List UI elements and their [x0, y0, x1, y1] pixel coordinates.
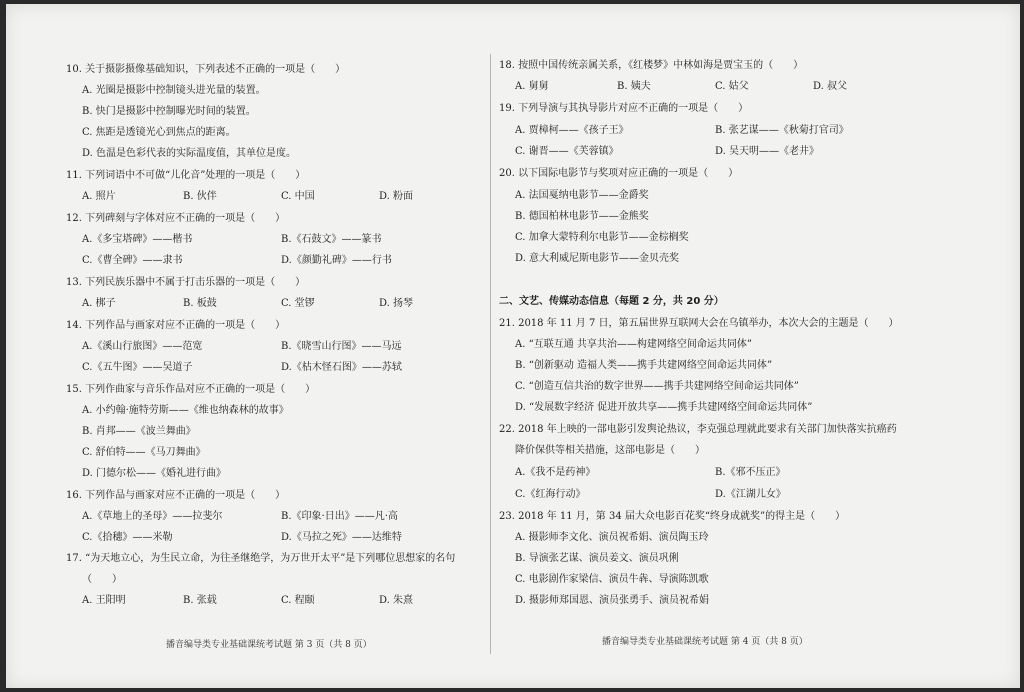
q23-option-b: B. 导演张艺谋、演员姜文、演员巩俐 — [515, 553, 679, 564]
q17-option-b: B. 张载 — [183, 595, 217, 606]
q11-option-d: D. 粉面 — [379, 191, 414, 202]
q22-stem: 22. 2018 年上映的一部电影引发舆论热议，李克强总理就此要求有关部门加快落实抗癌药 — [499, 424, 897, 435]
q12-option-a: A.《多宝塔碑》——楷书 — [82, 234, 193, 245]
q10-option-d: D. 色温是色彩代表的实际温度值，其单位是度。 — [82, 148, 297, 159]
q13-stem: 13. 下列民族乐器中不属于打击乐器的一项是（ ） — [66, 277, 306, 288]
q21-option-d: D. “发展数字经济 促进开放共享——携手共建网络空间命运共同体” — [515, 402, 813, 413]
q15-option-c: C. 舒伯特——《马刀舞曲》 — [82, 447, 206, 458]
q23-option-a: A. 摄影师李文化、演员祝希娟、演员陶玉玲 — [515, 532, 709, 543]
q20-option-a: A. 法国戛纳电影节——金爵奖 — [515, 190, 649, 201]
q16-option-b: B.《印象·日出》——凡·高 — [281, 511, 398, 522]
q22-option-b: B.《邪不压正》 — [715, 467, 786, 478]
q11-stem: 11. 下列词语中不可做“儿化音”处理的一项是（ ） — [66, 170, 306, 181]
q13-option-c: C. 堂锣 — [281, 298, 315, 309]
q14-option-a: A.《溪山行旅图》——范宽 — [82, 341, 203, 352]
q10-option-c: C. 焦距是透镜光心到焦点的距离。 — [82, 127, 236, 138]
q20-stem: 20. 以下国际电影节与奖项对应正确的一项是（ ） — [499, 168, 739, 179]
q11-option-a: A. 照片 — [82, 191, 116, 202]
q17-option-c: C. 程颐 — [281, 595, 315, 606]
q10-option-a: A. 光圈是摄影中控制镜头进光量的装置。 — [82, 85, 266, 96]
q23-stem: 23. 2018 年 11 月，第 34 届大众电影百花奖“终身成就奖”的得主是（ ） — [499, 511, 846, 522]
q13-option-b: B. 板鼓 — [183, 298, 217, 309]
q21-option-c: C. “创造互信共治的数字世界——携手共建网络空间命运共同体” — [515, 381, 799, 392]
left-page-footer: 播音编导类专业基础课统考试题 第 3 页（共 8 页） — [166, 640, 372, 650]
q15-option-a: A. 小约翰·施特劳斯——《维也纳森林的故事》 — [82, 405, 289, 416]
q21-stem: 21. 2018 年 11 月 7 日，第五届世界互联网大会在乌镇举办，本次大会的主题是（ ） — [499, 318, 899, 329]
q15-option-b: B. 肖邦——《波兰舞曲》 — [82, 426, 196, 437]
q21-option-a: A. “互联互通 共享共治——构建网络空间命运共同体” — [515, 339, 752, 350]
q19-option-d: D. 吴天明——《老井》 — [715, 146, 820, 157]
q16-stem: 16. 下列作品与画家对应不正确的一项是（ ） — [66, 490, 286, 501]
q17-answer-blank: （ ） — [82, 574, 122, 585]
q23-option-c: C. 电影剧作家梁信、演员牛犇、导演陈凯歌 — [515, 574, 709, 585]
q12-stem: 12. 下列碑刻与字体对应不正确的一项是（ ） — [66, 213, 286, 224]
q11-option-c: C. 中国 — [281, 191, 315, 202]
q20-option-c: C. 加拿大蒙特利尔电影节——金棕榈奖 — [515, 232, 689, 243]
section-two-heading: 二、文艺、传媒动态信息（每题 2 分，共 20 分） — [499, 296, 724, 307]
q13-option-a: A. 梆子 — [82, 298, 116, 309]
q15-option-d: D. 门德尔松——《婚礼进行曲》 — [82, 468, 227, 479]
q19-option-c: C. 谢晋——《芙蓉镇》 — [515, 146, 619, 157]
q18-option-a: A. 舅舅 — [515, 81, 549, 92]
q22-option-d: D.《江湖儿女》 — [715, 489, 786, 500]
q17-option-d: D. 朱熹 — [379, 595, 414, 606]
q18-option-c: C. 姑父 — [715, 81, 749, 92]
q12-option-b: B.《石鼓文》——篆书 — [281, 234, 382, 245]
q14-option-d: D.《枯木怪石图》——苏轼 — [281, 362, 402, 373]
q20-option-d: D. 意大利威尼斯电影节——金贝壳奖 — [515, 253, 680, 264]
q12-option-c: C.《曹全碑》——隶书 — [82, 255, 183, 266]
q23-option-d: D. 摄影师郑国恩、演员张勇手、演员祝希娟 — [515, 595, 710, 606]
q10-stem: 10. 关于摄影摄像基础知识，下列表述不正确的一项是（ ） — [66, 64, 346, 75]
page-divider — [490, 54, 491, 654]
q15-stem: 15. 下列作曲家与音乐作品对应不正确的一项是（ ） — [66, 384, 316, 395]
q17-stem: 17. “为天地立心，为生民立命，为往圣继绝学，为万世开太平”是下列哪位思想家的名句 — [66, 553, 456, 564]
right-page-footer: 播音编导类专业基础课统考试题 第 4 页（共 8 页） — [602, 637, 808, 647]
q19-option-b: B. 张艺谋——《秋菊打官司》 — [715, 125, 849, 136]
q22-stem-continued: 降价保供等相关措施，这部电影是（ ） — [515, 445, 705, 456]
q11-option-b: B. 伙伴 — [183, 191, 217, 202]
q19-option-a: A. 贾樟柯——《孩子王》 — [515, 125, 629, 136]
exam-sheet — [6, 4, 1020, 688]
q12-option-d: D.《颜勤礼碑》——行书 — [281, 255, 392, 266]
q22-option-c: C.《红海行动》 — [515, 489, 586, 500]
q13-option-d: D. 扬琴 — [379, 298, 414, 309]
q14-option-c: C.《五牛图》——吴道子 — [82, 362, 193, 373]
q16-option-d: D.《马拉之死》——达维特 — [281, 532, 402, 543]
q18-option-d: D. 叔父 — [813, 81, 848, 92]
q14-option-b: B.《晓雪山行图》——马远 — [281, 341, 402, 352]
q21-option-b: B. “创新驱动 造福人类——携手共建网络空间命运共同体” — [515, 360, 773, 371]
q18-stem: 18. 按照中国传统亲属关系，《红楼梦》中林如海是贾宝玉的（ ） — [499, 60, 804, 71]
q20-option-b: B. 德国柏林电影节——金熊奖 — [515, 211, 649, 222]
q18-option-b: B. 姨夫 — [617, 81, 651, 92]
q16-option-c: C.《拾穗》——米勒 — [82, 532, 173, 543]
q10-option-b: B. 快门是摄影中控制曝光时间的装置。 — [82, 106, 256, 117]
q16-option-a: A.《草地上的圣母》——拉斐尔 — [82, 511, 223, 522]
q17-option-a: A. 王阳明 — [82, 595, 126, 606]
q19-stem: 19. 下列导演与其执导影片对应不正确的一项是（ ） — [499, 103, 749, 114]
q14-stem: 14. 下列作品与画家对应不正确的一项是（ ） — [66, 320, 286, 331]
q22-option-a: A.《我不是药神》 — [515, 467, 596, 478]
